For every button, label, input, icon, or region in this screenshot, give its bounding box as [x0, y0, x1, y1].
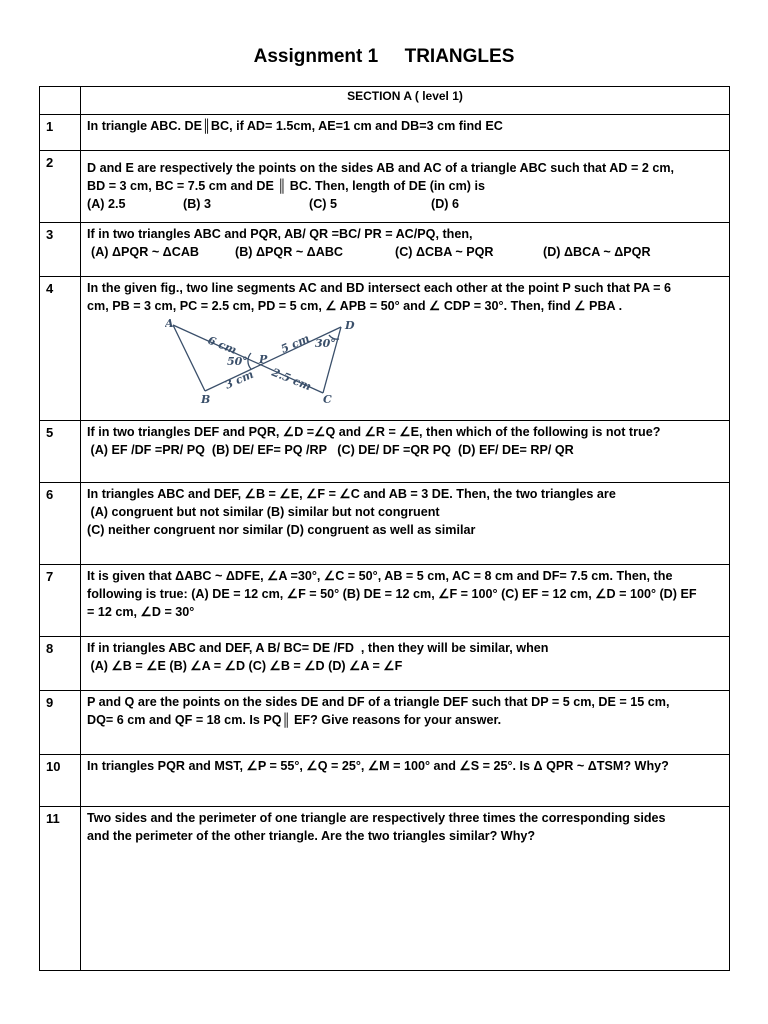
question-number: 11	[40, 807, 81, 971]
question-text	[81, 223, 730, 277]
figure-svg	[165, 317, 365, 405]
question-line: and the perimeter of the other triangle. Are the two triangles similar? Why?	[87, 829, 536, 843]
table-row	[40, 223, 730, 277]
label-c: C	[323, 393, 332, 405]
question-line: DQ= 6 cm and QF = 18 cm. Is PQ║ EF? Give reasons for your answer.	[87, 713, 502, 727]
label-pc: 2.5 cm	[269, 365, 314, 394]
question-number: 8	[40, 637, 81, 691]
question-line: cm, PB = 3 cm, PC = 2.5 cm, PD = 5 cm, ∠ APB = 50° and ∠ CDP = 30°. Then, find ∠ PBA .	[87, 299, 623, 313]
questions-table	[39, 86, 730, 971]
question-line: D and E are respectively the points on the sides AB and AC of a triangle ABC such that AD = 2 cm,	[87, 161, 675, 175]
question-number: 9	[40, 691, 81, 755]
question-text	[81, 807, 730, 971]
table-row	[40, 483, 730, 565]
question-line: Two sides and the perimeter of one triangle are respectively three times the corresponding sides	[87, 811, 666, 825]
table-row	[40, 565, 730, 637]
option-a: (A) ΔPQR ~ ΔCAB	[91, 245, 200, 259]
question-line: It is given that ΔABC ~ ΔDFE, ∠A =30°, ∠C = 50°, AB = 5 cm, AC = 8 cm and DF= 7.5 cm. Then, the	[87, 569, 673, 583]
label-d: D	[345, 319, 355, 332]
option-b: (B) ΔPQR ~ ΔABC	[235, 245, 344, 259]
question-text	[81, 755, 730, 807]
label-pa: 6 cm	[205, 333, 239, 357]
label-angle-p: 50°	[227, 355, 248, 368]
question-number: 6	[40, 483, 81, 565]
table-row	[40, 115, 730, 151]
question-text	[81, 637, 730, 691]
table-row	[40, 151, 730, 223]
table-row	[40, 421, 730, 483]
question-number: 1	[40, 115, 81, 151]
angle-p-arc	[248, 353, 251, 369]
question-number: 10	[40, 755, 81, 807]
label-pd: 5 cm	[278, 331, 312, 356]
option-d: (D) 6	[431, 197, 459, 211]
option-d: (D) ΔBCA ~ ΔPQR	[543, 245, 651, 259]
question-line: In triangles ABC and DEF, ∠B = ∠E, ∠F = ∠C and AB = 3 DE. Then, the two triangles are	[87, 487, 616, 501]
question-line: In the given fig., two line segments AC and BD intersect each other at the point P such that PA = 6	[87, 281, 671, 295]
question-line: (A) EF /DF =PR/ PQ (B) DE/ EF= PQ /RP (C) DE/ DF =QR PQ (D) EF/ DE= RP/ QR	[87, 443, 574, 457]
question-number: 3	[40, 223, 81, 277]
option-c: (C) ΔCBA ~ PQR	[395, 245, 494, 259]
question-line: (C) neither congruent nor similar (D) congruent as well as similar	[87, 523, 476, 537]
question-text	[81, 483, 730, 565]
label-b: B	[201, 393, 211, 405]
question-line: In triangles PQR and MST, ∠P = 55°, ∠Q = 25°, ∠M = 100° and ∠S = 25°. Is Δ QPR ~ ΔTSM? Why?	[87, 759, 669, 773]
question-text	[81, 691, 730, 755]
label-pb: 3 cm	[222, 367, 256, 392]
question-line: In triangle ABC. DE║BC, if AD= 1.5cm, AE=1 cm and DB=3 cm find EC	[87, 119, 503, 133]
question-text	[81, 421, 730, 483]
question-line: P and Q are the points on the sides DE and DF of a triangle DEF such that DP = 5 cm, DE = 15 cm,	[87, 695, 670, 709]
question-line: If in two triangles DEF and PQR, ∠D =∠Q and ∠R = ∠E, then which of the following is not true?	[87, 425, 661, 439]
question-number: 2	[40, 151, 81, 223]
question-number: 4	[40, 277, 81, 421]
label-angle-d: 30°	[315, 337, 336, 350]
question-text	[81, 277, 730, 421]
question-text	[81, 115, 730, 151]
segment-ab	[173, 325, 205, 391]
question-number: 7	[40, 565, 81, 637]
section-row	[40, 87, 730, 115]
table-row	[40, 691, 730, 755]
table-row	[40, 637, 730, 691]
label-p: P	[259, 353, 268, 366]
options-row	[87, 195, 725, 213]
question-text	[81, 151, 730, 223]
table-row	[40, 807, 730, 971]
page-title: Assignment 1 TRIANGLES	[253, 46, 515, 67]
option-b: (B) 3	[183, 197, 211, 211]
label-a: A	[165, 317, 174, 330]
options-row	[87, 243, 725, 261]
question-line: BD = 3 cm, BC = 7.5 cm and DE ║ BC. Then, length of DE (in cm) is	[87, 179, 486, 193]
question-number: 5	[40, 421, 81, 483]
option-c: (C) 5	[309, 197, 337, 211]
question-text	[81, 565, 730, 637]
question-line: If in two triangles ABC and PQR, AB/ QR =BC/ PR = AC/PQ, then,	[87, 227, 473, 241]
question-line: If in triangles ABC and DEF, A B/ BC= DE /FD , then they will be similar, when	[87, 641, 549, 655]
option-a: (A) 2.5	[87, 197, 126, 211]
question-line: (A) congruent but not similar (B) similar but not congruent	[87, 505, 440, 519]
section-heading: SECTION A ( level 1)	[81, 87, 730, 115]
table-row	[40, 755, 730, 807]
question-line: following is true: (A) DE = 12 cm, ∠F = 50° (B) DE = 12 cm, ∠F = 100° (C) EF = 12 cm, ∠D = 100° (D) EF	[87, 587, 697, 601]
question-line: (A) ∠B = ∠E (B) ∠A = ∠D (C) ∠B = ∠D (D) ∠A = ∠F	[87, 659, 403, 673]
question-line: = 12 cm, ∠D = 30°	[87, 605, 195, 619]
triangle-figure	[165, 317, 365, 405]
section-num-cell	[40, 87, 81, 115]
table-row	[40, 277, 730, 421]
